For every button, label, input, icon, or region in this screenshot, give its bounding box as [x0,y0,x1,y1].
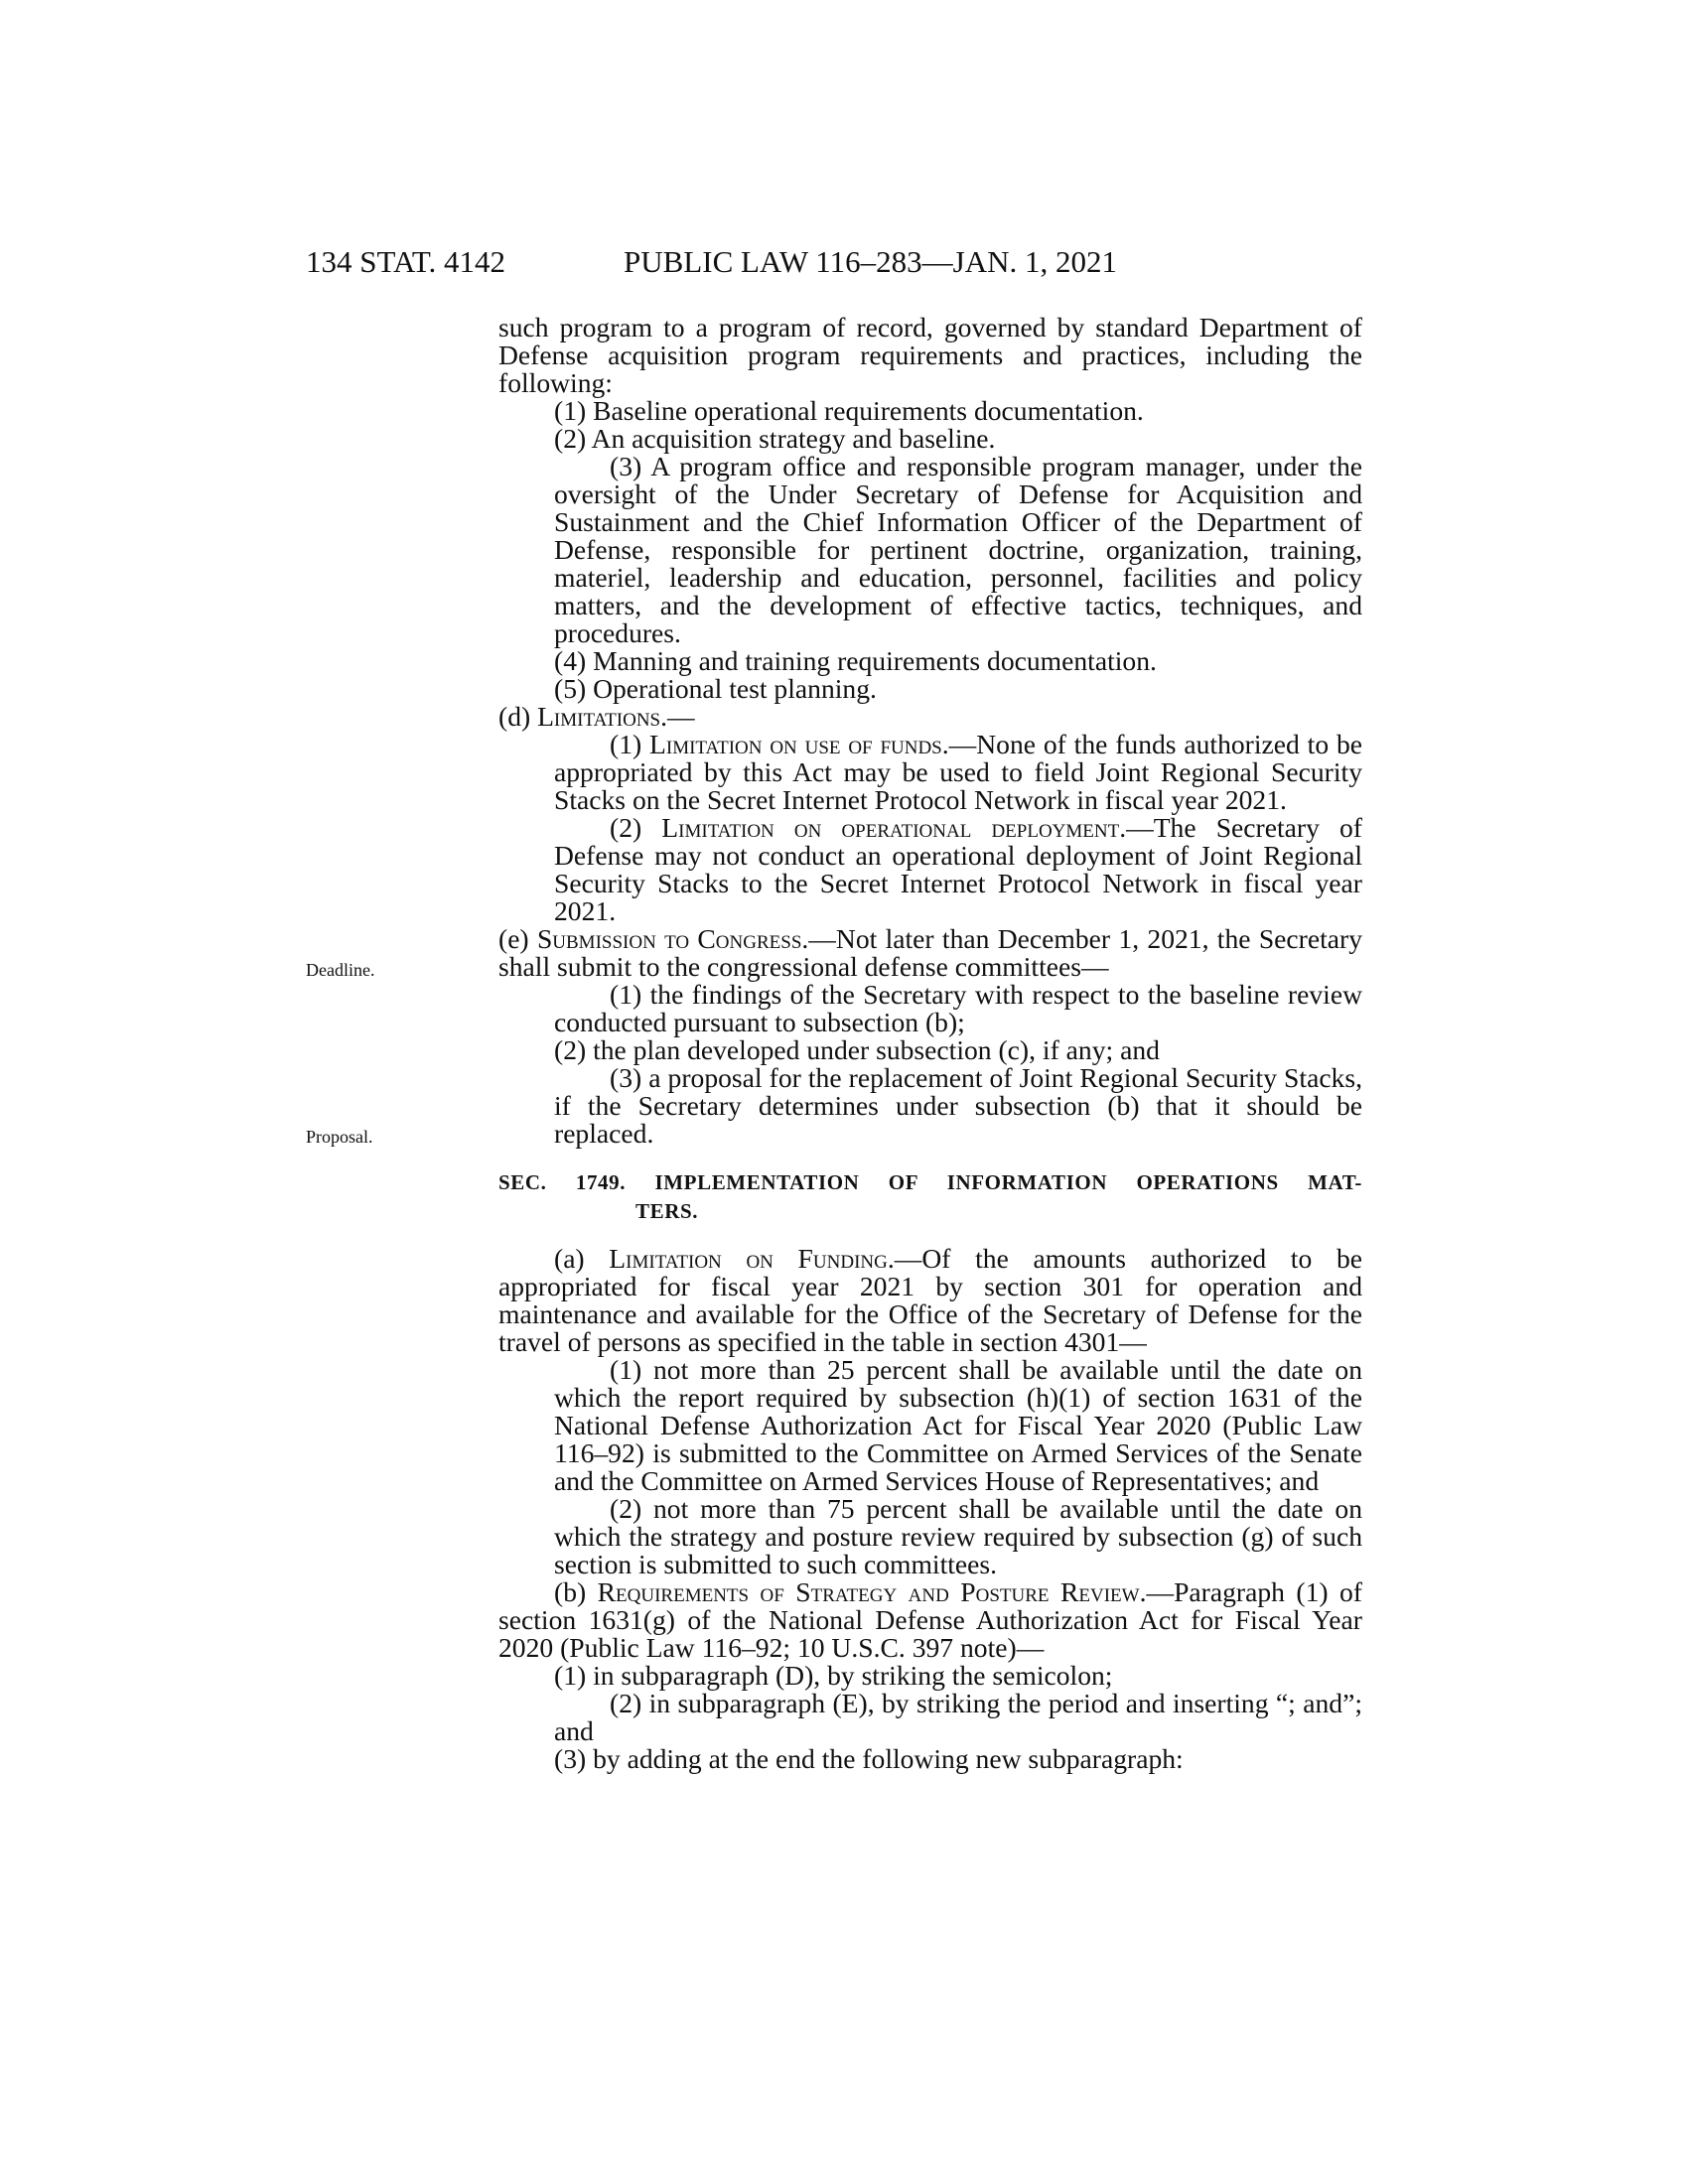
paragraph-c3: (3) A program office and responsible program manager, under the oversight of the Under Secretary of Defense for Acquisition and Sustainment and the Chief Information Officer of the Department of Defense, responsible for pertinent doctrine, organization, training, materiel, leadership and education, personnel, facilities and policy matters, and the development of effective tactics, techniques, and procedures. [554,451,1362,648]
paragraph-e2: (2) the plan developed under subsection (c), if any; and [554,1034,1160,1065]
paragraph-b2: (2) in subparagraph (E), by striking the period and inserting “; and”; and [554,1688,1362,1746]
margin-note-proposal: Proposal. [306,1127,373,1147]
paragraph-b [498,1578,1362,1662]
paragraph-c5: (5) Operational test planning. [554,673,877,704]
paragraph-e1: (1) the findings of the Secretary with respect to the baseline review conducted pursuant to subsection (b); [554,979,1362,1037]
subsection-d-label: (d) [498,701,538,732]
b-text: —Paragraph (1) of section 1631(g) of the National Defense Authorization Act for Fiscal Year 2020 (Public Law 116–92; 10 U.S.C. 397 note)— [498,1576,1362,1663]
subsection-d-heading: Limitations.— [537,701,695,732]
paragraph-a2: (2) not more than 75 percent shall be available until the date on which the strategy and posture review required by subsection (g) of such section is submitted to such committees. [554,1493,1362,1579]
section-heading-line1: SEC. 1749. IMPLEMENTATION OF INFORMATION OPERATIONS MAT- [498,1170,1362,1194]
a-text: —Of the amounts authorized to be appropriated for fiscal year 2021 by section 301 for operation and maintenance and available for the Office of the Secretary of Defense for the travel of persons as specified in the table in section 4301— [498,1243,1362,1357]
d2-heading: Limitation on operational deployment. [661,812,1127,843]
paragraph-d [498,703,1362,731]
b-label: (b) [554,1576,598,1607]
statute-page-number: 134 STAT. 4142 [306,244,506,279]
d1-text: —None of the funds authorized to be appropriated by this Act may be used to field Joint Regional Security Stacks on the Secret Internet Protocol Network in fiscal year 2021. [554,729,1362,815]
section-heading-line2: TERS. [635,1199,699,1223]
paragraph-b3: (3) by adding at the end the following new subparagraph: [554,1743,1184,1774]
paragraph-c4: (4) Manning and training requirements documentation. [554,645,1157,676]
d2-text: —The Secretary of Defense may not conduct an operational deployment of Joint Regional Security Stacks to the Secret Internet Protocol Network in fiscal year 2021. [554,812,1362,926]
margin-note-deadline: Deadline. [306,960,375,980]
law-title: PUBLIC LAW 116–283—JAN. 1, 2021 [624,244,1117,279]
paragraph-b1: (1) in subparagraph (D), by striking the semicolon; [554,1660,1113,1691]
e-label: (e) [498,923,537,954]
d1-label: (1) [610,729,650,759]
paragraph-e [498,925,1362,981]
d2-label: (2) [610,812,662,843]
paragraph-d2 [498,814,1362,925]
paragraph-e3: (3) a proposal for the replacement of Joint Regional Security Stacks, if the Secretary determines under subsection (b) that it should be replaced. [554,1062,1362,1149]
paragraph-d1 [498,731,1362,814]
statute-text [498,314,1362,1773]
paragraph-intro: such program to a program of record, governed by standard Department of Defense acquisition program requirements and practices, including the following: [498,312,1362,398]
paragraph-a1: (1) not more than 25 percent shall be available until the date on which the report required by subsection (h)(1) of section 1631 of the National Defense Authorization Act for Fiscal Year 2020 (Public Law 116–92) is submitted to the Committee on Armed Services of the Senate and the Committee on Armed Services House of Representatives; and [554,1354,1362,1496]
e-heading: Submission to Congress. [536,923,809,954]
b-heading: Requirements of Strategy and Posture Review. [597,1576,1147,1607]
paragraph-c1: (1) Baseline operational requirements documentation. [554,395,1144,426]
e-text: —Not later than December 1, 2021, the Secretary shall submit to the congressional defense committees— [498,923,1362,982]
running-header [0,244,1688,284]
paragraph-c2: (2) An acquisition strategy and baseline. [554,423,996,454]
d1-heading: Limitation on use of funds. [649,729,949,759]
a-heading: Limitation on Funding. [609,1243,895,1274]
a-label: (a) [554,1243,610,1274]
paragraph-a [498,1245,1362,1356]
section-heading [498,1168,1362,1226]
